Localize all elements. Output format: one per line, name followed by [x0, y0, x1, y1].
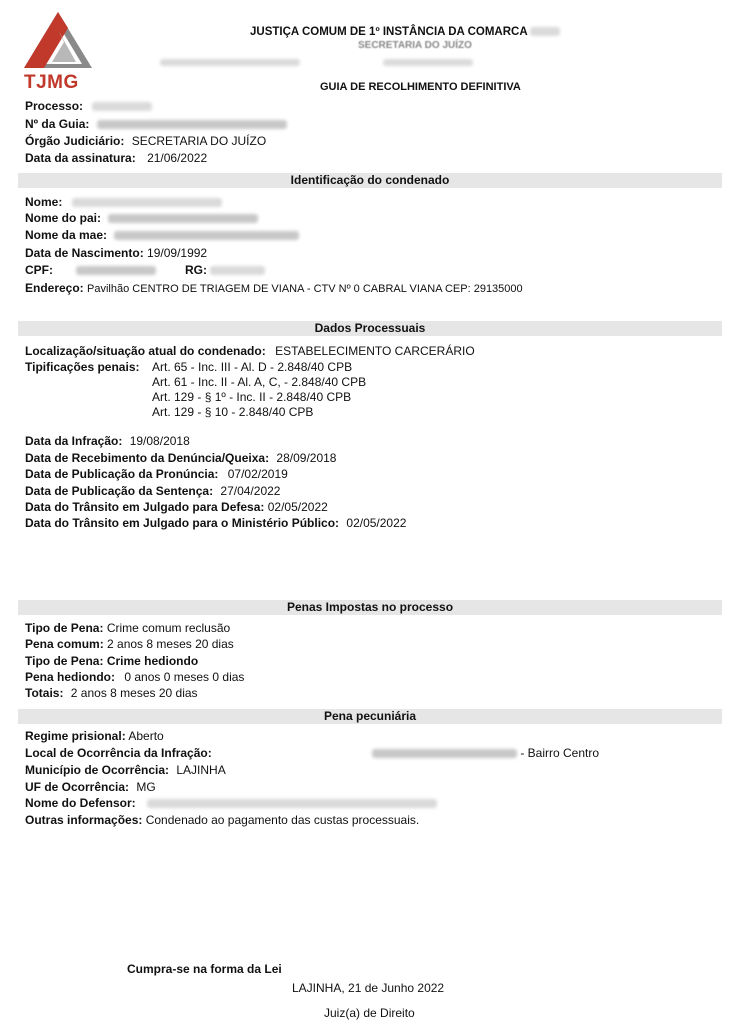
- tipo-pena-row: Tipo de Pena: Crime hediondo: [25, 654, 199, 668]
- processo-label: Processo:: [25, 99, 84, 113]
- guide-title: GUIA DE RECOLHIMENTO DEFINITIVA: [320, 81, 521, 93]
- cumpra-line: Cumpra-se na forma da Lei: [127, 962, 282, 976]
- section-identificacao: Identificação do condenado: [18, 173, 722, 188]
- pai-label: Nome do pai:: [25, 211, 102, 225]
- localizacao-label: Localização/situação atual do condenado:: [25, 344, 266, 358]
- outras-row: Outras informações: Condenado ao pagamento das custas processuais.: [25, 813, 420, 827]
- tipificacao-item: Art. 65 - Inc. III - Al. D - 2.848/40 CPB: [152, 360, 353, 374]
- data-row: Data da Infração: 19/08/2018: [25, 434, 190, 448]
- data-row: Data do Trânsito em Julgado para o Ministério Público: 02/05/2022: [25, 516, 407, 530]
- tipificacao-item: Art. 61 - Inc. II - Al. A, C, - 2.848/40 CPB: [152, 375, 367, 389]
- guia-label: Nº da Guia:: [25, 117, 90, 131]
- redacted-pai: [108, 214, 258, 223]
- tipificacoes-label: Tipificações penais:: [25, 360, 140, 374]
- rg-label: RG:: [185, 263, 207, 277]
- redacted-nome: [72, 198, 222, 207]
- redacted-comarca: [530, 27, 560, 36]
- redacted-mae: [114, 231, 299, 240]
- guia-row: [25, 117, 287, 131]
- regime-row: Regime prisional: Aberto: [25, 729, 164, 743]
- tipificacao-item: Art. 129 - § 10 - 2.848/40 CPB: [152, 405, 314, 419]
- orgao-label: Órgão Judiciário:: [25, 134, 125, 148]
- defensor-row: Nome do Defensor:: [25, 796, 437, 810]
- nascimento-label: Data de Nascimento:: [25, 246, 144, 260]
- redacted-defensor: [147, 799, 437, 808]
- redacted-header-line: [160, 55, 473, 69]
- mae-row: [25, 228, 299, 242]
- data-row: Data de Publicação da Sentença: 27/04/2022: [25, 484, 281, 498]
- nome-label: Nome:: [25, 195, 63, 209]
- tjmg-logo: [22, 10, 94, 94]
- secretaria-line: SECRETARIA DO JUÍZO: [358, 40, 472, 51]
- endereco-label: Endereço:: [25, 281, 84, 295]
- nome-row: [25, 195, 222, 209]
- tipo-pena-row: Tipo de Pena: Crime comum reclusão: [25, 621, 231, 635]
- pai-row: [25, 211, 258, 225]
- local-data-line: LAJINHA, 21 de Junho 2022: [292, 981, 445, 995]
- uf-row: UF de Ocorrência: MG: [25, 780, 156, 794]
- totais-row: Totais: 2 anos 8 meses 20 dias: [25, 686, 198, 700]
- data-row: Data de Publicação da Pronúncia: 07/02/2019: [25, 467, 288, 481]
- assinatura-row: [25, 151, 207, 165]
- juiz-line: Juiz(a) de Direito: [324, 1006, 415, 1020]
- cpf-row: [25, 263, 156, 277]
- orgao-row: [25, 134, 266, 148]
- local-row: Local de Ocorrência da Infração:: [25, 746, 212, 760]
- data-row: Data do Trânsito em Julgado para Defesa: 02/05/2022: [25, 500, 328, 514]
- redacted-cpf: [76, 266, 156, 275]
- tipificacoes-row: [25, 360, 140, 374]
- endereco-value: Pavilhão CENTRO DE TRIAGEM DE VIANA - CTV Nº 0 CABRAL VIANA CEP: 29135000: [87, 283, 523, 295]
- localizacao-value: ESTABELECIMENTO CARCERÁRIO: [275, 344, 475, 358]
- redacted-rg: [210, 266, 265, 275]
- section-pecuniaria: Pena pecuniária: [18, 709, 722, 724]
- rg-field: [185, 263, 265, 277]
- logo-text: TJMG: [24, 72, 79, 93]
- endereco-row: [25, 281, 523, 295]
- court-line: JUSTIÇA COMUM DE 1º INSTÂNCIA DA COMARCA: [250, 26, 560, 38]
- assinatura-value: 21/06/2022: [147, 151, 208, 165]
- section-dados: Dados Processuais: [18, 321, 722, 336]
- pena-hediondo-row: Pena hediondo: 0 anos 0 meses 0 dias: [25, 670, 245, 684]
- localizacao-row: [25, 344, 475, 358]
- municipio-row: Município de Ocorrência: LAJINHA: [25, 763, 226, 777]
- data-row: Data de Recebimento da Denúncia/Queixa: 28/09/2018: [25, 451, 337, 465]
- orgao-value: SECRETARIA DO JUÍZO: [131, 134, 267, 148]
- local-value: - Bairro Centro: [372, 746, 599, 760]
- cpf-label: CPF:: [25, 263, 53, 277]
- tipificacao-item: Art. 129 - § 1º - Inc. II - 2.848/40 CPB: [152, 390, 352, 404]
- tjmg-logo-icon: [22, 10, 94, 72]
- assinatura-label: Data da assinatura:: [25, 151, 136, 165]
- nascimento-value: 19/09/1992: [147, 246, 208, 260]
- section-penas: Penas Impostas no processo: [18, 600, 722, 615]
- redacted-guia: [97, 120, 287, 129]
- mae-label: Nome da mae:: [25, 228, 108, 242]
- processo-row: [25, 99, 152, 113]
- redacted-local: [372, 749, 517, 758]
- redacted-processo: [92, 102, 152, 111]
- nascimento-row: [25, 246, 207, 260]
- pena-comum-row: Pena comum: 2 anos 8 meses 20 dias: [25, 637, 234, 651]
